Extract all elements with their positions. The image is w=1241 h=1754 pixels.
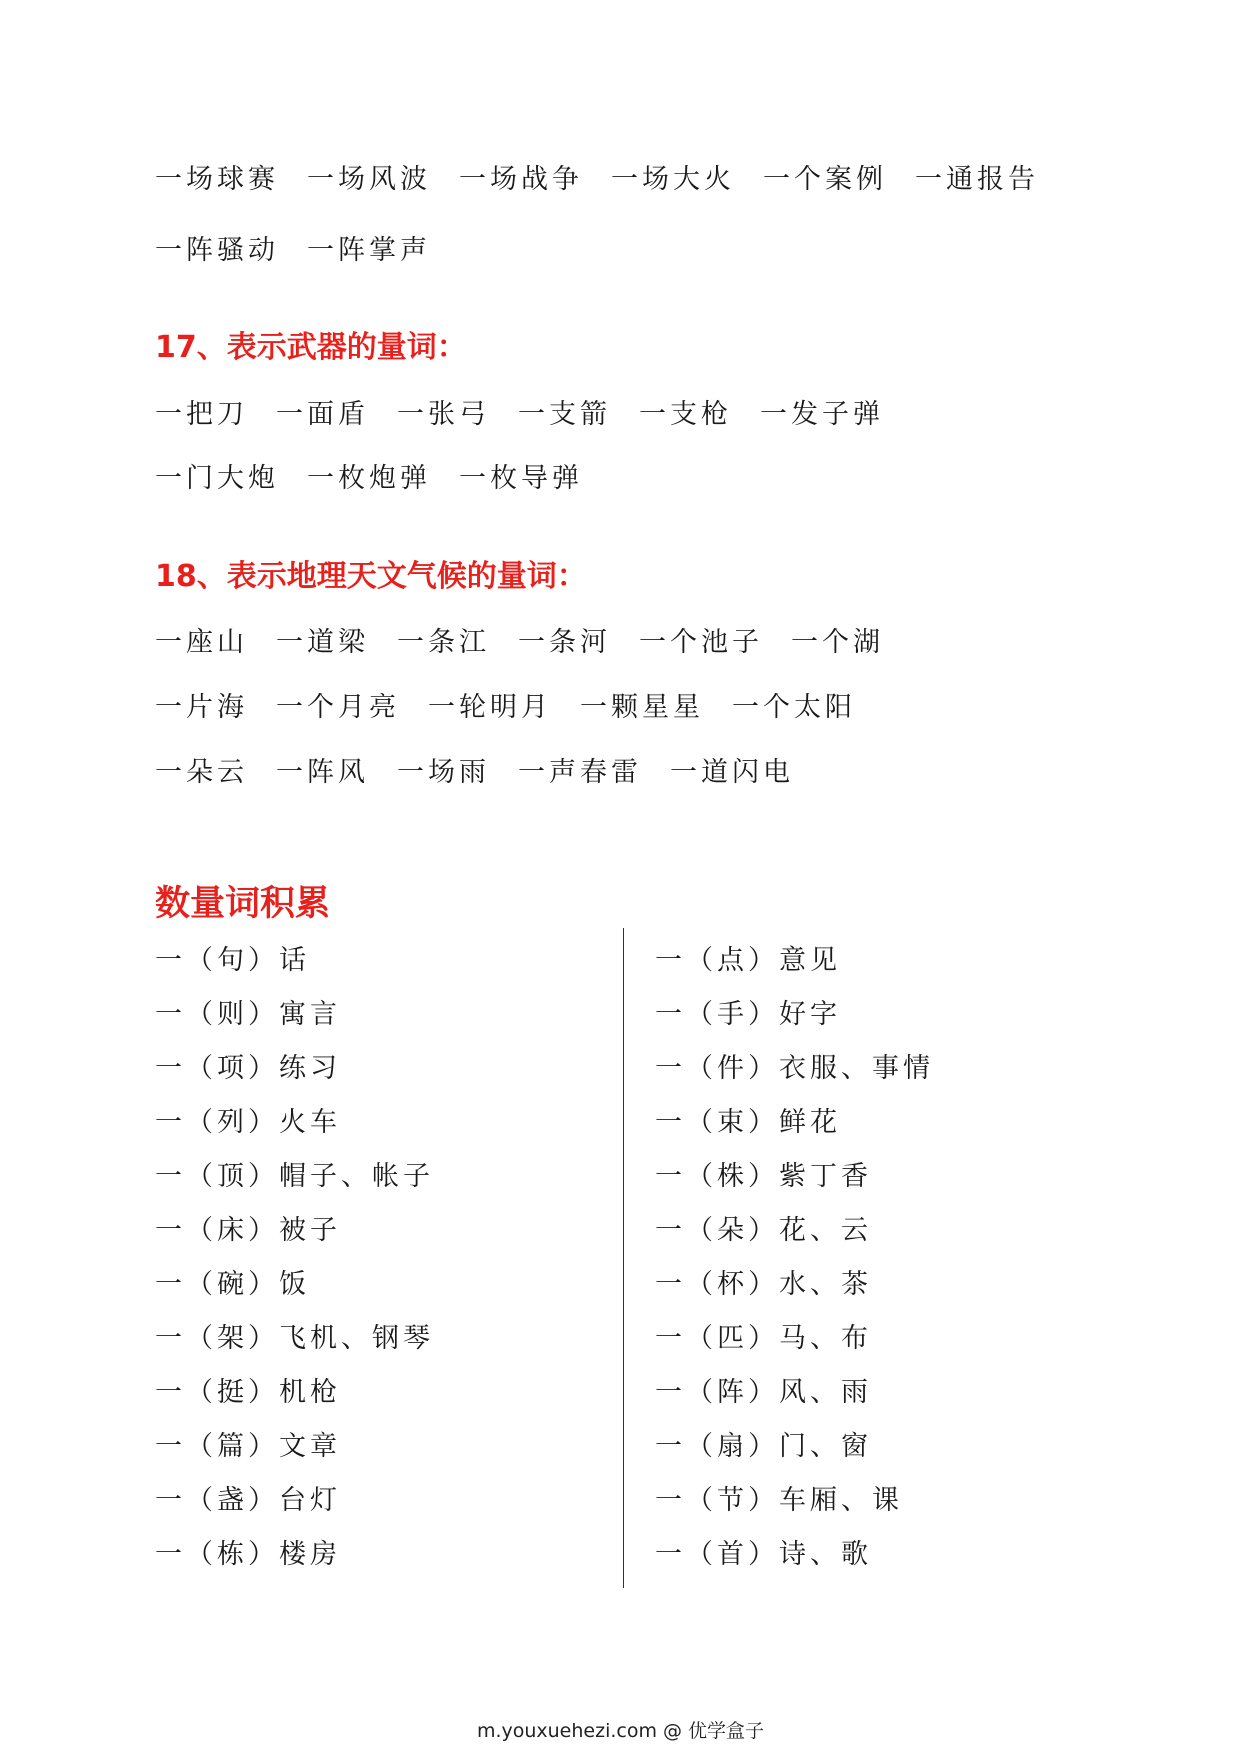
footer-source: m.youxuehezi.com @ 优学盒子	[476, 1720, 765, 1742]
list-item: 一（点）意见	[655, 945, 841, 976]
list-item: 一（匹）马、布	[655, 1323, 872, 1354]
phrase: 一枚炮弹	[307, 463, 431, 494]
intro-line-1	[155, 157, 1067, 196]
phrase: 一颗星星	[580, 692, 704, 723]
intro-line-2	[155, 228, 459, 267]
phrase: 一枚导弹	[459, 463, 583, 494]
phrase: 一个池子	[639, 627, 763, 658]
section-18-title: 18、表示地理天文气候的量词：	[155, 559, 587, 594]
phrase: 一个太阳	[732, 692, 856, 723]
phrase: 一条河	[518, 627, 611, 658]
phrase: 一阵骚动	[155, 235, 279, 266]
phrase: 一场战争	[459, 164, 583, 195]
accumulation-title: 数量词积累	[155, 884, 331, 924]
phrase: 一轮明月	[428, 692, 552, 723]
phrase: 一朵云	[155, 757, 248, 788]
list-item: 一（阵）风、雨	[655, 1377, 872, 1408]
list-item: 一（碗）饭	[155, 1269, 310, 1300]
list-item: 一（栋）楼房	[155, 1539, 341, 1570]
section-18-line-1	[155, 620, 912, 659]
section-17-title: 17、表示武器的量词：	[155, 330, 467, 365]
phrase: 一个案例	[763, 164, 887, 195]
list-item: 一（扇）门、窗	[655, 1431, 872, 1462]
phrase: 一发子弹	[760, 399, 884, 430]
phrase: 一张弓	[397, 399, 490, 430]
phrase: 一个月亮	[276, 692, 400, 723]
phrase: 一阵风	[276, 757, 369, 788]
phrase: 一场球赛	[155, 164, 279, 195]
list-item: 一（挺）机枪	[155, 1377, 341, 1408]
list-item: 一（床）被子	[155, 1215, 341, 1246]
list-item: 一（项）练习	[155, 1053, 341, 1084]
list-item: 一（顶）帽子、帐子	[155, 1161, 434, 1192]
section-17-line-1	[155, 392, 912, 431]
left-column	[155, 945, 434, 1593]
phrase: 一把刀	[155, 399, 248, 430]
phrase: 一个湖	[791, 627, 884, 658]
list-item: 一（株）紫丁香	[655, 1161, 872, 1192]
phrase: 一座山	[155, 627, 248, 658]
phrase: 一声春雷	[518, 757, 642, 788]
list-item: 一（节）车厢、课	[655, 1485, 903, 1516]
list-item: 一（朵）花、云	[655, 1215, 872, 1246]
phrase: 一道闪电	[670, 757, 794, 788]
list-item: 一（杯）水、茶	[655, 1269, 872, 1300]
list-item: 一（束）鲜花	[655, 1107, 841, 1138]
section-17-line-2	[155, 456, 611, 495]
list-item: 一（架）飞机、钢琴	[155, 1323, 434, 1354]
phrase: 一道梁	[276, 627, 369, 658]
phrase: 一阵掌声	[307, 235, 431, 266]
section-18-line-2	[155, 685, 884, 724]
list-item: 一（首）诗、歌	[655, 1539, 872, 1570]
phrase: 一通报告	[915, 164, 1039, 195]
right-column	[655, 945, 934, 1593]
phrase: 一门大炮	[155, 463, 279, 494]
list-item: 一（盏）台灯	[155, 1485, 341, 1516]
list-item: 一（手）好字	[655, 999, 841, 1030]
list-item: 一（列）火车	[155, 1107, 341, 1138]
list-item: 一（句）话	[155, 945, 310, 976]
list-item: 一（件）衣服、事情	[655, 1053, 934, 1084]
phrase: 一场雨	[397, 757, 490, 788]
phrase: 一片海	[155, 692, 248, 723]
section-18-line-3	[155, 750, 822, 789]
list-item: 一（则）寓言	[155, 999, 341, 1030]
phrase: 一支枪	[639, 399, 732, 430]
phrase: 一场风波	[307, 164, 431, 195]
phrase: 一面盾	[276, 399, 369, 430]
list-item: 一（篇）文章	[155, 1431, 341, 1462]
phrase: 一场大火	[611, 164, 735, 195]
phrase: 一条江	[397, 627, 490, 658]
phrase: 一支箭	[518, 399, 611, 430]
column-divider	[623, 928, 624, 1588]
